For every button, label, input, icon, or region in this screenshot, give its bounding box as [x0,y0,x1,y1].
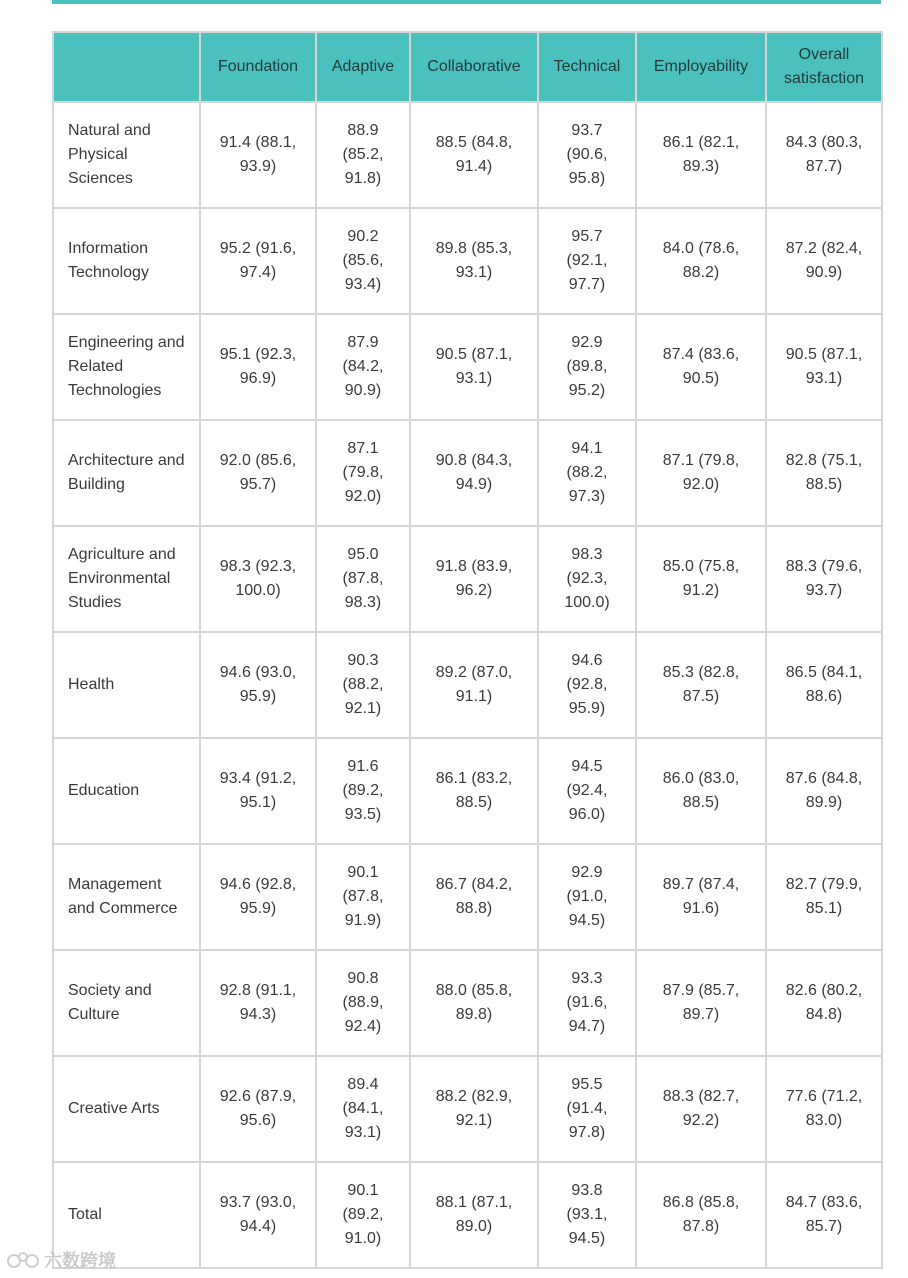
value-cell: 82.6 (80.2, 84.8) [766,950,882,1056]
value-cell: 88.5 (84.8, 91.4) [410,102,538,208]
field-of-study-cell: Health [53,632,200,738]
value-cell: 95.7 (92.1, 97.7) [538,208,636,314]
field-of-study-cell: Management and Commerce [53,844,200,950]
value-cell: 90.1 (87.8, 91.9) [316,844,410,950]
value-cell: 87.6 (84.8, 89.9) [766,738,882,844]
value-cell: 92.8 (91.1, 94.3) [200,950,316,1056]
value-cell: 86.0 (83.0, 88.5) [636,738,766,844]
field-of-study-cell: Education [53,738,200,844]
value-cell: 87.9 (85.7, 89.7) [636,950,766,1056]
column-header-field [53,32,200,102]
value-cell: 95.2 (91.6, 97.4) [200,208,316,314]
value-cell: 86.8 (85.8, 87.8) [636,1162,766,1268]
value-cell: 87.1 (79.8, 92.0) [316,420,410,526]
value-cell: 95.0 (87.8, 98.3) [316,526,410,632]
value-cell: 88.3 (82.7, 92.2) [636,1056,766,1162]
value-cell: 93.7 (90.6, 95.8) [538,102,636,208]
field-of-study-cell: Agriculture and Environmental Studies [53,526,200,632]
field-of-study-cell: Total [53,1162,200,1268]
value-cell: 94.6 (92.8, 95.9) [538,632,636,738]
value-cell: 88.1 (87.1, 89.0) [410,1162,538,1268]
table-row [53,1056,882,1162]
value-cell: 86.5 (84.1, 88.6) [766,632,882,738]
value-cell: 93.7 (93.0, 94.4) [200,1162,316,1268]
table-row [53,844,882,950]
value-cell: 93.3 (91.6, 94.7) [538,950,636,1056]
value-cell: 85.3 (82.8, 87.5) [636,632,766,738]
value-cell: 88.3 (79.6, 93.7) [766,526,882,632]
value-cell: 90.5 (87.1, 93.1) [410,314,538,420]
header-row [53,32,882,102]
value-cell: 84.0 (78.6, 88.2) [636,208,766,314]
value-cell: 89.2 (87.0, 91.1) [410,632,538,738]
table-row [53,420,882,526]
value-cell: 95.1 (92.3, 96.9) [200,314,316,420]
table-row [53,950,882,1056]
table-row [53,102,882,208]
value-cell: 92.0 (85.6, 95.7) [200,420,316,526]
column-header: Employability [636,32,766,102]
table-body [53,102,882,1268]
value-cell: 90.1 (89.2, 91.0) [316,1162,410,1268]
value-cell: 98.3 (92.3, 100.0) [200,526,316,632]
value-cell: 84.3 (80.3, 87.7) [766,102,882,208]
field-of-study-cell: Architecture and Building [53,420,200,526]
value-cell: 93.4 (91.2, 95.1) [200,738,316,844]
table-row [53,632,882,738]
value-cell: 86.1 (83.2, 88.5) [410,738,538,844]
value-cell: 91.6 (89.2, 93.5) [316,738,410,844]
table-row [53,314,882,420]
table-row [53,526,882,632]
value-cell: 87.2 (82.4, 90.9) [766,208,882,314]
value-cell: 84.7 (83.6, 85.7) [766,1162,882,1268]
value-cell: 89.4 (84.1, 93.1) [316,1056,410,1162]
value-cell: 82.7 (79.9, 85.1) [766,844,882,950]
top-accent-rule [52,0,881,4]
field-of-study-cell: Information Technology [53,208,200,314]
value-cell: 88.0 (85.8, 89.8) [410,950,538,1056]
watermark-text: 六数跨境 [44,1251,116,1271]
field-of-study-cell: Engineering and Related Technologies [53,314,200,420]
value-cell: 87.9 (84.2, 90.9) [316,314,410,420]
value-cell: 88.9 (85.2, 91.8) [316,102,410,208]
value-cell: 90.8 (84.3, 94.9) [410,420,538,526]
value-cell: 90.8 (88.9, 92.4) [316,950,410,1056]
value-cell: 86.7 (84.2, 88.8) [410,844,538,950]
results-table [52,31,883,1269]
value-cell: 91.4 (88.1, 93.9) [200,102,316,208]
value-cell: 88.2 (82.9, 92.1) [410,1056,538,1162]
column-header: Foundation [200,32,316,102]
value-cell: 94.1 (88.2, 97.3) [538,420,636,526]
value-cell: 94.6 (93.0, 95.9) [200,632,316,738]
value-cell: 85.0 (75.8, 91.2) [636,526,766,632]
watermark-logo-icon [6,1250,40,1270]
watermark [6,1248,116,1272]
value-cell: 77.6 (71.2, 83.0) [766,1056,882,1162]
value-cell: 90.5 (87.1, 93.1) [766,314,882,420]
value-cell: 89.7 (87.4, 91.6) [636,844,766,950]
table-row [53,1162,882,1268]
table-header [53,32,882,102]
value-cell: 82.8 (75.1, 88.5) [766,420,882,526]
value-cell: 94.5 (92.4, 96.0) [538,738,636,844]
value-cell: 87.1 (79.8, 92.0) [636,420,766,526]
value-cell: 87.4 (83.6, 90.5) [636,314,766,420]
value-cell: 86.1 (82.1, 89.3) [636,102,766,208]
value-cell: 92.9 (89.8, 95.2) [538,314,636,420]
value-cell: 92.9 (91.0, 94.5) [538,844,636,950]
column-header: Overall satisfaction [766,32,882,102]
value-cell: 93.8 (93.1, 94.5) [538,1162,636,1268]
field-of-study-cell: Natural and Physical Sciences [53,102,200,208]
value-cell: 94.6 (92.8, 95.9) [200,844,316,950]
column-header: Collaborative [410,32,538,102]
column-header: Technical [538,32,636,102]
value-cell: 95.5 (91.4, 97.8) [538,1056,636,1162]
table-row [53,208,882,314]
column-header: Adaptive [316,32,410,102]
value-cell: 98.3 (92.3, 100.0) [538,526,636,632]
field-of-study-cell: Creative Arts [53,1056,200,1162]
field-of-study-cell: Society and Culture [53,950,200,1056]
value-cell: 89.8 (85.3, 93.1) [410,208,538,314]
value-cell: 92.6 (87.9, 95.6) [200,1056,316,1162]
table-row [53,738,882,844]
value-cell: 90.2 (85.6, 93.4) [316,208,410,314]
value-cell: 90.3 (88.2, 92.1) [316,632,410,738]
value-cell: 91.8 (83.9, 96.2) [410,526,538,632]
